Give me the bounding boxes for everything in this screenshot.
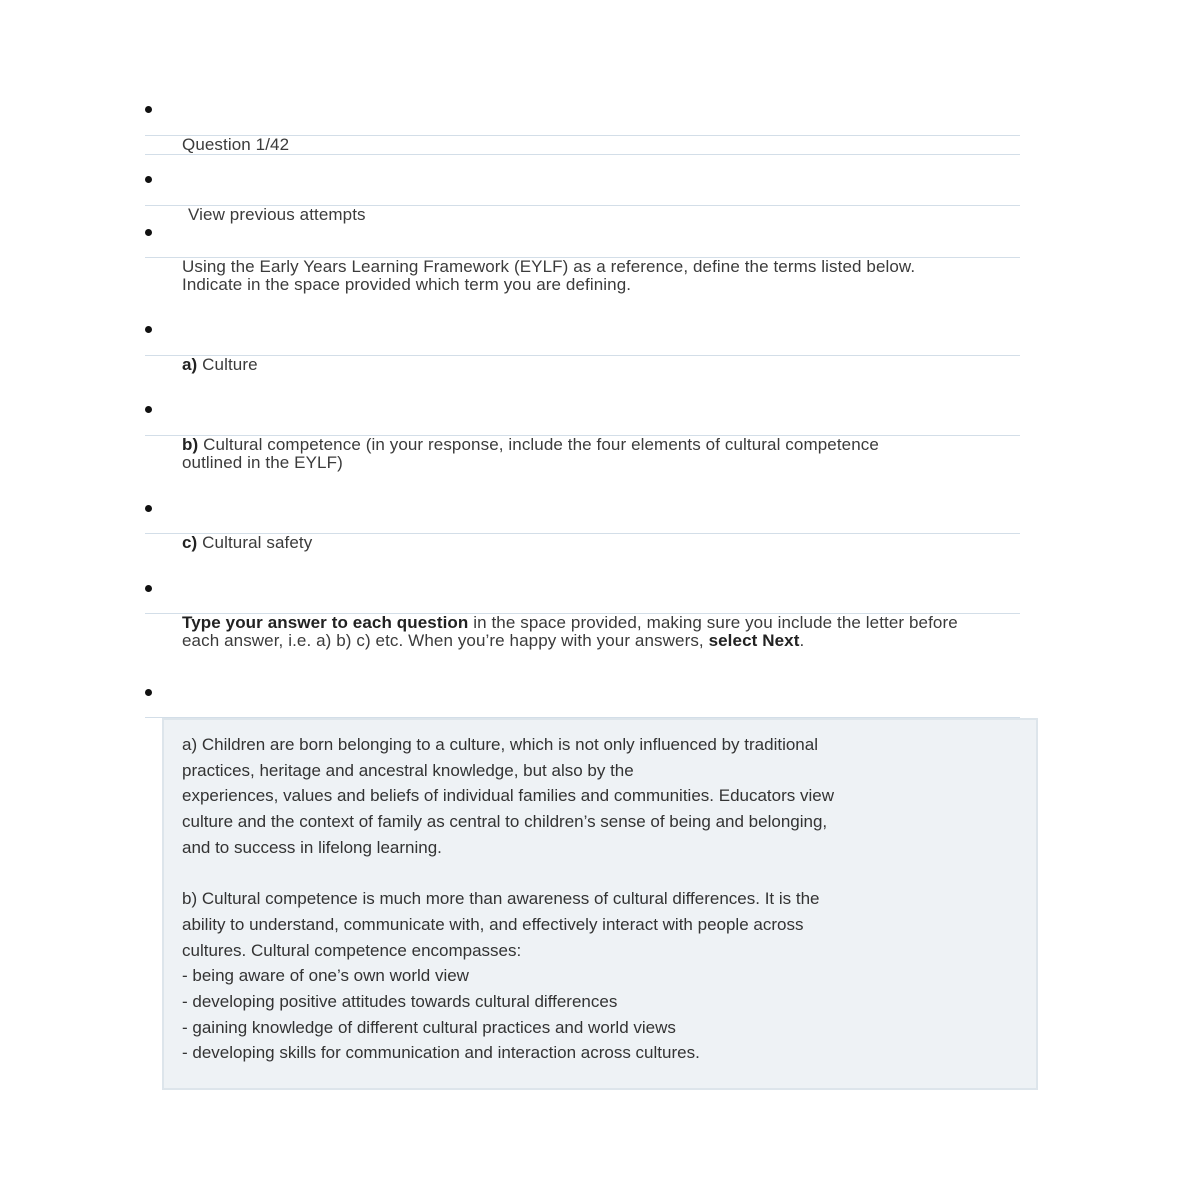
term-text: Culture [197, 355, 258, 374]
answer-instructions-bold-end: select Next [708, 631, 800, 650]
list-bullet [145, 106, 152, 113]
term-text: Cultural competence (in your response, include the four elements of cultural competence outlined in the EYLF) [182, 435, 879, 472]
term-letter: c) [182, 533, 198, 552]
question-instructions: Using the Early Years Learning Framework (EYLF) as a reference, define the terms listed below. Indicate in the space provided which term you are defining. [182, 257, 916, 294]
list-bullet [145, 406, 152, 413]
list-bullet [145, 689, 152, 696]
answer-text[interactable]: a) Children are born belonging to a culture, which is not only influenced by traditional practices, heritage and ancestral knowledge, but also by the experiences, values and beliefs of individual families and communities. Educators view culture and the context of family as central to children’s sense of being and belonging, and to success in lifelong learning. b) Cultural competence is much more than awareness of cultural differences. It is the ability to understand, communicate with, and effectively interact with people across cultures. Cultural competence encompasses: - being aware of one’s own world view - developing positive attitudes towards cultural differences - gaining knowledge of different cultural practices and world views - developing skills for communication and interaction across cultures. [182, 735, 835, 1063]
term-letter: a) [182, 355, 198, 374]
answer-instructions [182, 614, 992, 650]
divider [145, 154, 1020, 155]
answer-instructions-middle: in the space provided, making sure you include the letter before each answer, i.e. a) b) c) etc. When you’re happy with your answers, [182, 613, 958, 650]
list-bullet [145, 176, 152, 183]
answer-instructions-bold-start: Type your answer to each question [182, 613, 469, 632]
answer-textarea[interactable] [162, 718, 1038, 1090]
term-item-b [182, 436, 942, 472]
list-bullet [145, 585, 152, 592]
term-text: Cultural safety [197, 533, 313, 552]
list-bullet [145, 326, 152, 333]
answer-instructions-end: . [799, 631, 805, 650]
question-counter: Question 1/42 [182, 135, 290, 154]
view-previous-attempts-link[interactable]: View previous attempts [188, 205, 366, 224]
term-letter: b) [182, 435, 199, 454]
term-item-c [182, 534, 1002, 552]
list-bullet [145, 229, 152, 236]
term-item-a [182, 356, 1002, 374]
list-bullet [145, 505, 152, 512]
